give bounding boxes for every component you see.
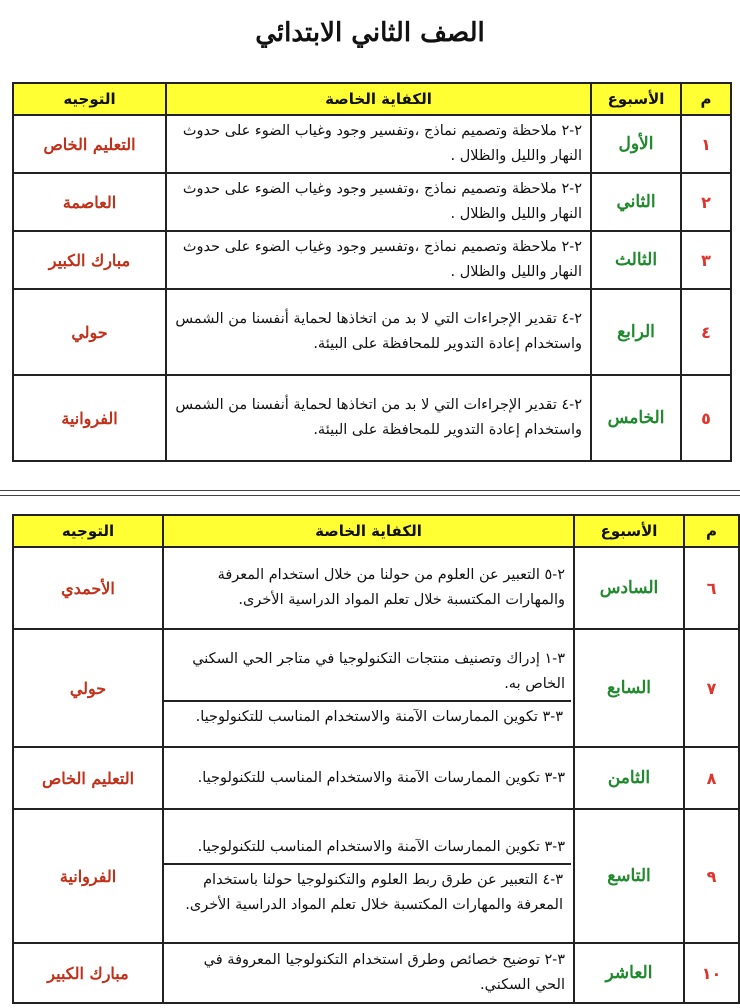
directorate-name: العاصمة	[13, 173, 166, 231]
directorate-name: التعليم الخاص	[13, 747, 163, 809]
table-row	[13, 115, 731, 173]
competency-cell	[166, 375, 591, 461]
table-row	[13, 231, 731, 289]
table-header-row	[13, 83, 731, 115]
schedule-table-weeks-6-10	[12, 514, 740, 1004]
competency-text: ٣-٢ توضيح خصائص وطرق استخدام التكنولوجيا المعروفة في الحي السكني.	[203, 952, 565, 993]
row-number: ١٠	[684, 943, 739, 1003]
competency-cell	[163, 747, 574, 809]
competency-text: ٢-٢ ملاحظة وتصميم نماذج ،وتفسير وجود وغياب الضوء على حدوث النهار والليل والظلال .	[182, 123, 582, 164]
competency-cell	[163, 629, 574, 747]
competency-text: ٣-١ إدراك وتصنيف منتجات التكنولوجيا في متاجر الحي السكني الخاص به.	[192, 650, 565, 692]
competency-cell	[166, 231, 591, 289]
table-row	[13, 289, 731, 375]
week-name: السادس	[574, 547, 684, 629]
table-row	[13, 747, 739, 809]
week-name: الخامس	[591, 375, 681, 461]
competency-cell	[163, 809, 574, 943]
header-directorate: التوجيه	[13, 515, 163, 547]
row-number: ٩	[684, 809, 739, 943]
week-name: الأول	[591, 115, 681, 173]
row-number: ٤	[681, 289, 731, 375]
row-number: ٥	[681, 375, 731, 461]
week-name: الرابع	[591, 289, 681, 375]
directorate-name: الأحمدي	[13, 547, 163, 629]
competency-text: ٢-٢ ملاحظة وتصميم نماذج ،وتفسير وجود وغياب الضوء على حدوث النهار والليل والظلال .	[182, 239, 582, 280]
directorate-name: حولي	[13, 629, 163, 747]
competency-text: ٢-٤ تقدير الإجراءات التي لا بد من اتخاذها لحماية أنفسنا من الشمس واستخدام إعادة التدوير للمحافظة على البيئة.	[175, 311, 582, 352]
competency-cell	[166, 289, 591, 375]
row-number: ٢	[681, 173, 731, 231]
week-name: العاشر	[574, 943, 684, 1003]
competency-text: ٢-٤ تقدير الإجراءات التي لا بد من اتخاذها لحماية أنفسنا من الشمس واستخدام إعادة التدوير للمحافظة على البيئة.	[175, 397, 582, 438]
header-num: م	[681, 83, 731, 115]
header-directorate: التوجيه	[13, 83, 166, 115]
competency-text: ٢-٢ ملاحظة وتصميم نماذج ،وتفسير وجود وغياب الضوء على حدوث النهار والليل والظلال .	[182, 181, 582, 222]
week-name: الثاني	[591, 173, 681, 231]
competency-cell	[166, 115, 591, 173]
table-header-row	[13, 515, 739, 547]
competency-text: ٣-٣ تكوين الممارسات الآمنة والاستخدام المناسب للتكنولوجيا.	[162, 700, 571, 733]
directorate-name: مبارك الكبير	[13, 231, 166, 289]
page-title: الصف الثاني الابتدائي	[255, 18, 485, 48]
header-competency: الكفاية الخاصة	[163, 515, 574, 547]
competency-cell	[166, 173, 591, 231]
section-divider	[0, 490, 740, 496]
table-row	[13, 943, 739, 1003]
week-name: السابع	[574, 629, 684, 747]
week-name: الثامن	[574, 747, 684, 809]
table-row	[13, 629, 739, 747]
competency-text: ٣-٣ تكوين الممارسات الآمنة والاستخدام المناسب للتكنولوجيا.	[197, 769, 565, 786]
week-name: التاسع	[574, 809, 684, 943]
competency-cell	[163, 547, 574, 629]
directorate-name: الفروانية	[13, 375, 166, 461]
row-number: ١	[681, 115, 731, 173]
row-number: ٨	[684, 747, 739, 809]
competency-text: ٢-٥ التعبير عن العلوم من حولنا من خلال استخدام المعرفة والمهارات المكتسبة خلال تعلم المواد الدراسية الأخرى.	[217, 567, 565, 608]
schedule-table-weeks-1-5	[12, 82, 732, 462]
directorate-name: مبارك الكبير	[13, 943, 163, 1003]
header-num: م	[684, 515, 739, 547]
competency-cell	[163, 943, 574, 1003]
header-week: الأسبوع	[591, 83, 681, 115]
competency-text: ٣-٣ تكوين الممارسات الآمنة والاستخدام المناسب للتكنولوجيا.	[197, 838, 565, 855]
header-competency: الكفاية الخاصة	[166, 83, 591, 115]
table-row	[13, 173, 731, 231]
table-row	[13, 809, 739, 943]
competency-text: ٣-٤ التعبير عن طرق ربط العلوم والتكنولوجيا حولنا باستخدام المعرفة والمهارات المكتسبة خلال تعلم المواد الدراسية الأخرى.	[162, 863, 571, 921]
row-number: ٧	[684, 629, 739, 747]
row-number: ٣	[681, 231, 731, 289]
header-week: الأسبوع	[574, 515, 684, 547]
directorate-name: التعليم الخاص	[13, 115, 166, 173]
table-row	[13, 375, 731, 461]
directorate-name: الفروانية	[13, 809, 163, 943]
row-number: ٦	[684, 547, 739, 629]
week-name: الثالث	[591, 231, 681, 289]
table-row	[13, 547, 739, 629]
directorate-name: حولي	[13, 289, 166, 375]
